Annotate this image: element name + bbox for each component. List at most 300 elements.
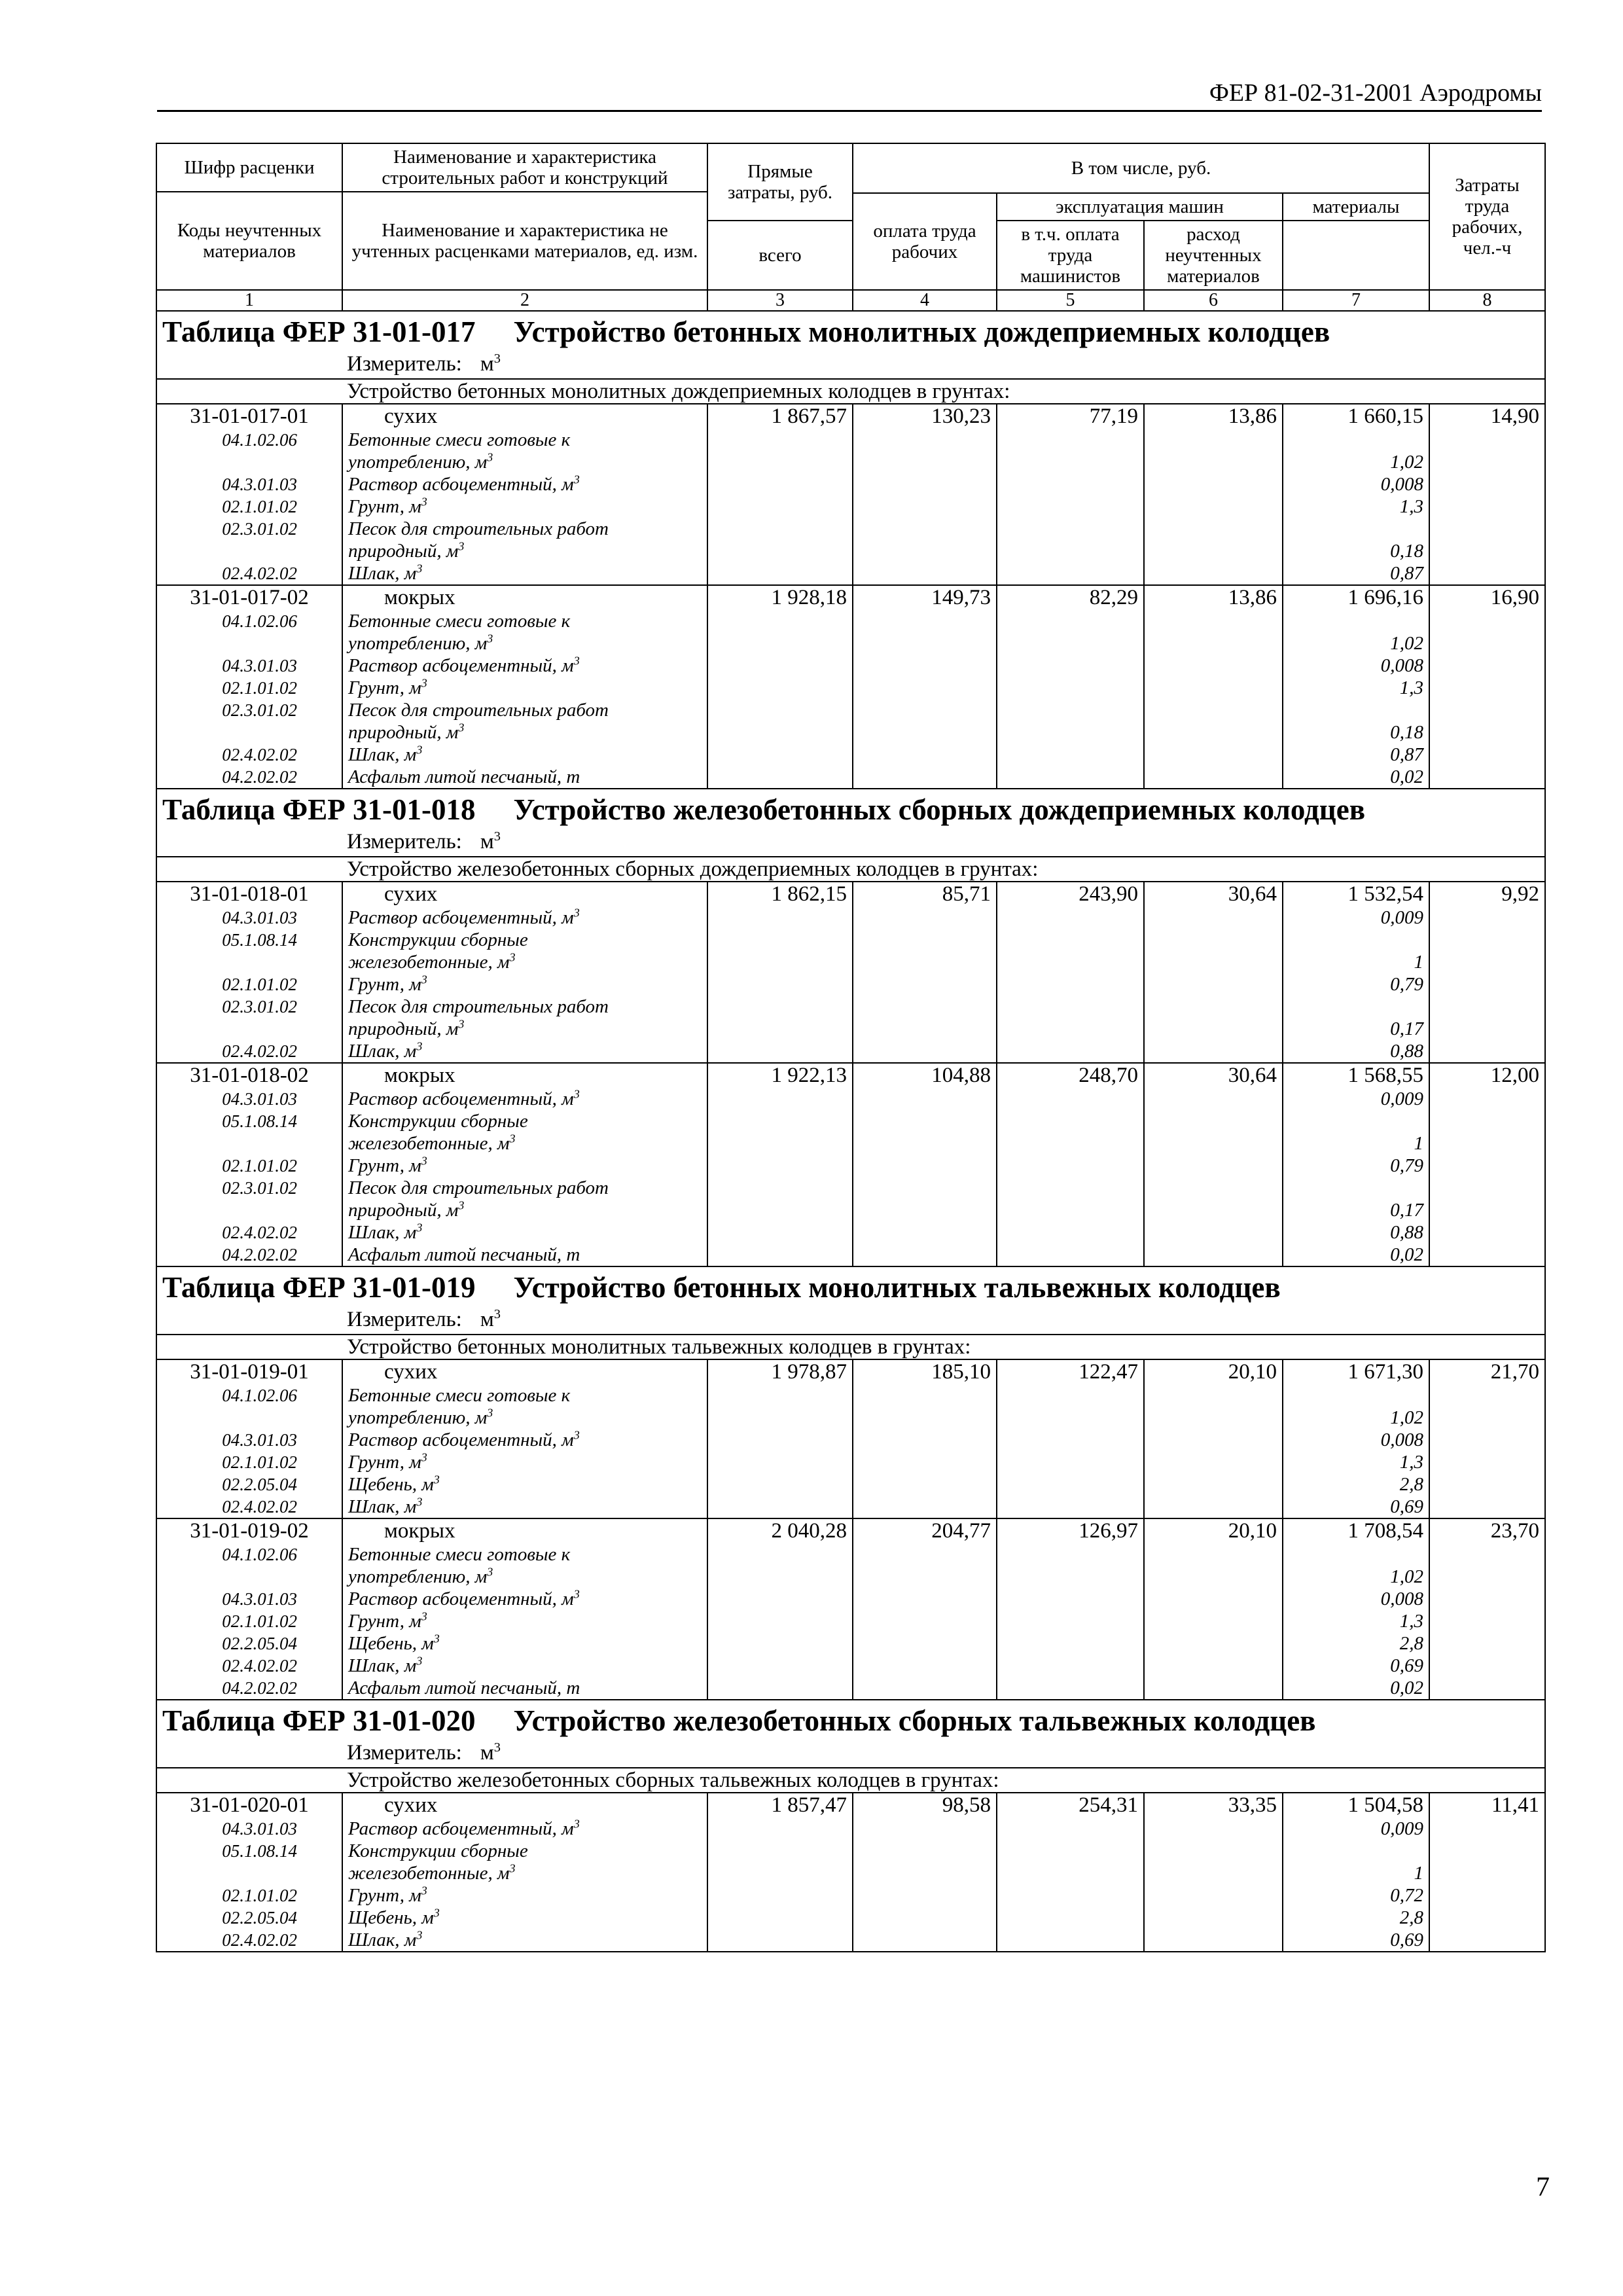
material-name-line [348,1884,702,1907]
table-subtitle: Устройство железобетонных сборных дождеприемных колодцев в грунтах: [156,857,1545,882]
work-name-cell [342,1359,707,1518]
rate-code-cell [156,1518,342,1700]
table-title [156,1266,1545,1306]
unit-superscript: 3 [433,1906,440,1920]
labor-hours: 14,90 [1429,404,1545,585]
material-name-line [348,1610,702,1632]
direct-costs: 1 928,18 [707,585,853,789]
material-quantity: 1,3 [1399,677,1423,698]
material-name: Асфальт литой песчаный, т [348,1677,580,1698]
material-code: 05.1.08.14 [222,1111,297,1131]
material-name: Шлак, м [348,1929,417,1950]
material-name-line [348,495,702,518]
material-name-line [348,1221,702,1244]
unit-superscript: 3 [573,1087,580,1101]
material-code: 02.4.02.02 [222,745,297,764]
material-name-line [348,1407,702,1429]
material-name: Бетонные смеси готовые к [348,429,571,450]
worker-pay: 85,71 [853,882,997,1063]
materials-cost: 1 504,58 [1347,1793,1423,1817]
material-name: Шлак, м [348,744,417,765]
direct-costs: 1 857,47 [707,1793,853,1952]
table-number: Таблица ФЕР 31-01-020 [162,1704,476,1737]
unit-superscript: 3 [573,906,580,920]
material-name: Щебень, м [348,1907,434,1928]
table-number: Таблица ФЕР 31-01-019 [162,1271,476,1304]
material-code: 04.2.02.02 [222,1678,297,1698]
material-quantity: 0,72 [1390,1885,1423,1906]
page-header [157,71,1542,112]
column-numbers-row [156,290,1545,311]
table-title-row [156,789,1545,829]
material-quantity: 2,8 [1399,1907,1423,1928]
material-name: Раствор асбоцементный, м [348,474,574,495]
material-name: Песок для строительных работ [348,996,609,1017]
material-name: Шлак, м [348,1222,417,1243]
measure-unit-sup: 3 [493,351,501,366]
material-code: 02.4.02.02 [222,1223,297,1242]
material-quantity: 1,02 [1390,1407,1423,1428]
material-code: 04.3.01.03 [222,908,297,927]
rate-code: 31-01-018-02 [190,1064,309,1087]
material-name-line [348,1040,702,1062]
unit-superscript: 3 [458,1198,465,1212]
rate-code: 31-01-017-01 [190,404,309,428]
material-code: 02.1.01.02 [222,1156,297,1175]
material-name-line [348,906,702,929]
table-title-row [156,311,1545,351]
material-name: Раствор асбоцементный, м [348,1429,574,1450]
material-quantity: 0,88 [1390,1041,1423,1062]
material-name: Конструкции сборные [348,1840,528,1861]
material-name: железобетонные, м [348,1863,510,1884]
material-code: 02.2.05.04 [222,1634,297,1653]
col-work-name-header: Наименование и характеристика строительных работ и конструкций [342,143,707,192]
material-quantity: 1,3 [1399,1611,1423,1632]
rates-table [156,143,1546,1952]
material-code: 02.4.02.02 [222,564,297,583]
col-operators-pay-header: в т.ч. оплата труда машинистов [997,221,1144,290]
direct-costs: 1 978,87 [707,1359,853,1518]
col-machines-total-header: всего [707,221,853,290]
table-title [156,311,1545,351]
materials-cell [1283,1518,1429,1700]
col-group-including-header: В том числе, руб. [853,143,1429,193]
material-name: Грунт, м [348,1452,421,1473]
material-name: употреблению, м [348,452,488,473]
material-quantity: 0,008 [1380,655,1423,676]
worker-pay: 98,58 [853,1793,997,1952]
table-name: Устройство бетонных монолитных тальвежных колодцев [513,1271,1281,1304]
unit-superscript: 3 [487,450,493,464]
page-number: 7 [1536,2172,1550,2202]
operators-pay: 30,64 [1144,1063,1283,1266]
measure-row [156,351,1545,379]
material-name: Бетонные смеси готовые к [348,611,571,632]
material-quantity: 0,009 [1380,1818,1423,1839]
machines-total: 77,19 [997,404,1144,585]
material-code: 02.1.01.02 [222,1452,297,1472]
unit-superscript: 3 [416,1221,423,1234]
material-name-line [348,1655,702,1677]
material-name: Грунт, м [348,677,421,698]
material-quantity: 2,8 [1399,1474,1423,1495]
material-code: 02.4.02.02 [222,1656,297,1676]
material-name: Шлак, м [348,1041,417,1062]
materials-cost: 1 532,54 [1347,882,1423,906]
material-name: железобетонные, м [348,952,510,973]
material-name: Раствор асбоцементный, м [348,1818,574,1839]
operators-pay: 20,10 [1144,1518,1283,1700]
material-name: Песок для строительных работ [348,1177,609,1198]
material-name: употреблению, м [348,1407,488,1428]
material-code: 04.3.01.03 [222,475,297,494]
unit-superscript: 3 [416,1039,423,1053]
table-name: Устройство железобетонных сборных дождеприемных колодцев [513,793,1366,826]
unit-superscript: 3 [421,1884,427,1897]
unit-superscript: 3 [509,1132,516,1145]
worker-pay: 149,73 [853,585,997,789]
material-quantity: 0,69 [1390,1655,1423,1676]
worker-pay: 104,88 [853,1063,997,1266]
material-name: употреблению, м [348,633,488,654]
material-quantity: 1,02 [1390,452,1423,473]
unit-superscript: 3 [416,562,423,575]
material-name-line [348,473,702,495]
material-code: 02.4.02.02 [222,1041,297,1061]
material-code: 02.1.01.02 [222,497,297,516]
operators-pay: 13,86 [1144,404,1283,585]
table-subtitle: Устройство бетонных монолитных тальвежных колодцев в грунтах: [156,1335,1545,1359]
measure-label: Измеритель: [347,830,462,853]
material-quantity: 0,17 [1390,1200,1423,1221]
material-name-line [348,1429,702,1451]
operators-pay: 33,35 [1144,1793,1283,1952]
table-name: Устройство железобетонных сборных тальвежных колодцев [513,1704,1316,1737]
unit-superscript: 3 [573,1817,580,1831]
rate-row [156,1518,1545,1700]
material-name-line [348,1496,702,1518]
work-name: сухих [384,1360,438,1384]
rate-row [156,1359,1545,1518]
material-name-line [348,1907,702,1929]
measure-unit [156,829,1545,857]
column-number: 2 [342,290,707,311]
material-quantity: 0,02 [1390,1677,1423,1698]
operators-pay: 13,86 [1144,585,1283,789]
col-group-machines-header: эксплуатация машин [997,193,1283,221]
material-name: Грунт, м [348,496,421,517]
unit-superscript: 3 [487,1406,493,1420]
material-code: 04.3.01.03 [222,1589,297,1609]
material-name: Асфальт литой песчаный, т [348,766,580,787]
material-code: 04.1.02.06 [222,611,297,631]
machines-total: 254,31 [997,1793,1144,1952]
unit-superscript: 3 [458,539,465,553]
labor-hours: 11,41 [1429,1793,1545,1952]
machines-total: 243,90 [997,882,1144,1063]
material-name: Асфальт литой песчаный, т [348,1244,580,1265]
measure-unit-sup: 3 [493,1740,501,1755]
worker-pay: 185,10 [853,1359,997,1518]
material-quantity: 0,69 [1390,1929,1423,1950]
material-quantity: 0,69 [1390,1496,1423,1517]
material-name-line [348,1018,702,1040]
material-name-line [348,1862,702,1884]
material-quantity: 2,8 [1399,1633,1423,1654]
material-name-line [348,721,702,744]
measure-row [156,829,1545,857]
subtitle-row [156,379,1545,404]
material-code: 02.1.01.02 [222,1886,297,1905]
material-name: употреблению, м [348,1566,488,1587]
col-materials-header: расход неучтенных материалов [1144,221,1283,290]
materials-cost: 1 696,16 [1347,586,1423,609]
material-name-line [348,1088,702,1110]
material-quantity: 0,009 [1380,1088,1423,1109]
material-quantity: 0,87 [1390,744,1423,765]
unit-superscript: 3 [573,1587,580,1601]
material-name: Щебень, м [348,1474,434,1495]
material-name-line [348,951,702,973]
material-name-line [348,1929,702,1951]
work-name-cell [342,1793,707,1952]
material-quantity: 1,3 [1399,1452,1423,1473]
material-name-line [348,562,702,584]
direct-costs: 1 862,15 [707,882,853,1063]
material-quantity: 1,02 [1390,633,1423,654]
material-name: Шлак, м [348,563,417,584]
material-code: 02.3.01.02 [222,1178,297,1198]
machines-total: 82,29 [997,585,1144,789]
material-name: Конструкции сборные [348,1111,528,1132]
material-code: 05.1.08.14 [222,930,297,950]
material-name: Раствор асбоцементный, м [348,655,574,676]
material-name: природный, м [348,722,459,743]
material-code: 04.2.02.02 [222,1245,297,1265]
table-title-row [156,1266,1545,1306]
rate-code: 31-01-019-01 [190,1360,309,1384]
table-title [156,789,1545,829]
column-number: 1 [156,290,342,311]
material-name: Раствор асбоцементный, м [348,1088,574,1109]
material-name: Бетонные смеси готовые к [348,1385,571,1406]
col-labor-hours-header: Затраты труда рабочих, чел.-ч [1429,143,1545,290]
material-name: Грунт, м [348,1155,421,1176]
material-quantity: 0,87 [1390,563,1423,584]
measure-unit-sup: 3 [493,829,501,844]
material-name-line [348,655,702,677]
column-number: 5 [997,290,1144,311]
material-name: Шлак, м [348,1496,417,1517]
work-name-cell [342,1518,707,1700]
material-quantity: 1 [1414,952,1423,973]
material-name: Песок для строительных работ [348,700,609,721]
table-number: Таблица ФЕР 31-01-018 [162,793,476,826]
column-number: 7 [1283,290,1429,311]
worker-pay: 204,77 [853,1518,997,1700]
unit-superscript: 3 [416,743,423,757]
rate-code: 31-01-017-02 [190,586,309,609]
rate-code-cell [156,585,342,789]
measure-unit [156,351,1545,379]
table-number: Таблица ФЕР 31-01-017 [162,315,476,348]
measure-label: Измеритель: [347,1741,462,1765]
measure-row [156,1306,1545,1335]
material-quantity: 0,008 [1380,1429,1423,1450]
col-material-names-header: Наименование и характеристика не учтенных расценками материалов, ед. изм. [342,192,707,290]
labor-hours: 21,70 [1429,1359,1545,1518]
work-name: мокрых [384,1064,455,1087]
unit-superscript: 3 [433,1632,440,1645]
column-number: 8 [1429,290,1545,311]
unit-superscript: 3 [433,1473,440,1486]
unit-superscript: 3 [421,676,427,690]
material-name: Грунт, м [348,1611,421,1632]
subtitle-row [156,857,1545,882]
material-quantity: 0,009 [1380,907,1423,928]
material-code: 02.3.01.02 [222,519,297,539]
material-name-line [348,1818,702,1840]
unit-superscript: 3 [421,1609,427,1623]
material-code: 02.4.02.02 [222,1930,297,1950]
subtitle-row [156,1335,1545,1359]
rate-row [156,882,1545,1063]
work-name-cell [342,882,707,1063]
material-code: 02.3.01.02 [222,997,297,1016]
direct-costs: 2 040,28 [707,1518,853,1700]
materials-cell [1283,1793,1429,1952]
machines-total: 126,97 [997,1518,1144,1700]
material-name-line [348,677,702,699]
materials-cell [1283,404,1429,585]
direct-costs: 1 922,13 [707,1063,853,1266]
material-code: 04.3.01.03 [222,656,297,675]
table-title-row [156,1700,1545,1740]
material-code: 04.1.02.06 [222,1545,297,1564]
material-code: 02.2.05.04 [222,1475,297,1494]
material-quantity: 1 [1414,1863,1423,1884]
work-name: сухих [384,1793,438,1817]
measure-unit-sup: 3 [493,1307,501,1321]
material-name-line [348,744,702,766]
material-code: 04.3.01.03 [222,1089,297,1109]
material-code: 04.3.01.03 [222,1430,297,1450]
material-quantity: 0,17 [1390,1018,1423,1039]
material-name: Песок для строительных работ [348,518,609,539]
col-rate-code-header: Шифр расценки [156,143,342,192]
material-quantity: 0,18 [1390,541,1423,562]
material-code: 04.2.02.02 [222,767,297,787]
material-quantity: 0,88 [1390,1222,1423,1243]
material-name: Раствор асбоцементный, м [348,907,574,928]
document-title: ФЕР 81-02-31-2001 Аэродромы [1209,79,1542,107]
material-name-line [348,1451,702,1473]
materials-cost: 1 660,15 [1347,404,1423,428]
material-name: железобетонные, м [348,1133,510,1154]
column-number: 4 [853,290,997,311]
unit-superscript: 3 [573,473,580,486]
material-name-line [348,1199,702,1221]
material-quantity: 0,18 [1390,722,1423,743]
material-name: природный, м [348,1018,459,1039]
rate-row [156,1793,1545,1952]
material-code: 05.1.08.14 [222,1841,297,1861]
direct-costs: 1 867,57 [707,404,853,585]
materials-cell [1283,1063,1429,1266]
material-name-line [348,1132,702,1155]
work-name-cell [342,404,707,585]
unit-superscript: 3 [416,1495,423,1509]
material-quantity: 1,3 [1399,496,1423,517]
material-name: Щебень, м [348,1633,434,1654]
work-name: мокрых [384,1519,455,1543]
labor-hours: 12,00 [1429,1063,1545,1266]
materials-cost: 1 568,55 [1347,1064,1423,1087]
material-name-line [348,540,702,562]
table-name: Устройство бетонных монолитных дождеприемных колодцев [513,315,1330,348]
measure-value: м [480,1308,494,1331]
rate-code: 31-01-020-01 [190,1793,309,1817]
operators-pay: 20,10 [1144,1359,1283,1518]
material-quantity: 1 [1414,1133,1423,1154]
material-name: природный, м [348,541,459,562]
col-group-materials-header: материалы [1283,193,1429,221]
unit-superscript: 3 [458,721,465,734]
material-quantity: 0,79 [1390,1155,1423,1176]
subtitle-row [156,1768,1545,1793]
measure-row [156,1740,1545,1768]
machines-total: 248,70 [997,1063,1144,1266]
unit-superscript: 3 [509,1861,516,1875]
unit-superscript: 3 [421,973,427,986]
material-code: 02.1.01.02 [222,678,297,698]
material-name-line [348,1473,702,1496]
materials-cost: 1 708,54 [1347,1519,1423,1543]
rate-code-cell [156,1063,342,1266]
material-name-line [348,1632,702,1655]
rate-code-cell [156,404,342,585]
materials-cell [1283,585,1429,789]
measure-value: м [480,830,494,853]
col-material-codes-header: Коды неучтенных материалов [156,192,342,290]
labor-hours: 9,92 [1429,882,1545,1063]
material-name-line [348,1155,702,1177]
worker-pay: 130,23 [853,404,997,585]
material-quantity: 0,008 [1380,1588,1423,1609]
table-body [156,311,1545,1952]
rate-code-cell [156,1359,342,1518]
rate-row [156,1063,1545,1266]
material-name: Грунт, м [348,1885,421,1906]
material-code: 02.3.01.02 [222,700,297,720]
material-code: 04.3.01.03 [222,1819,297,1839]
rate-code: 31-01-019-02 [190,1519,309,1543]
operators-pay: 30,64 [1144,882,1283,1063]
material-quantity: 0,02 [1390,766,1423,787]
material-code: 04.1.02.06 [222,1386,297,1405]
table-subtitle: Устройство железобетонных сборных тальвежных колодцев в грунтах: [156,1768,1545,1793]
material-name-line [348,1588,702,1610]
work-name: сухих [384,882,438,906]
col-direct-costs-header: Прямые затраты, руб. [707,143,853,221]
material-code: 02.2.05.04 [222,1908,297,1928]
column-number: 3 [707,290,853,311]
unit-superscript: 3 [509,950,516,964]
unit-superscript: 3 [416,1928,423,1942]
measure-unit [156,1306,1545,1335]
measure-label: Измеритель: [347,1308,462,1331]
